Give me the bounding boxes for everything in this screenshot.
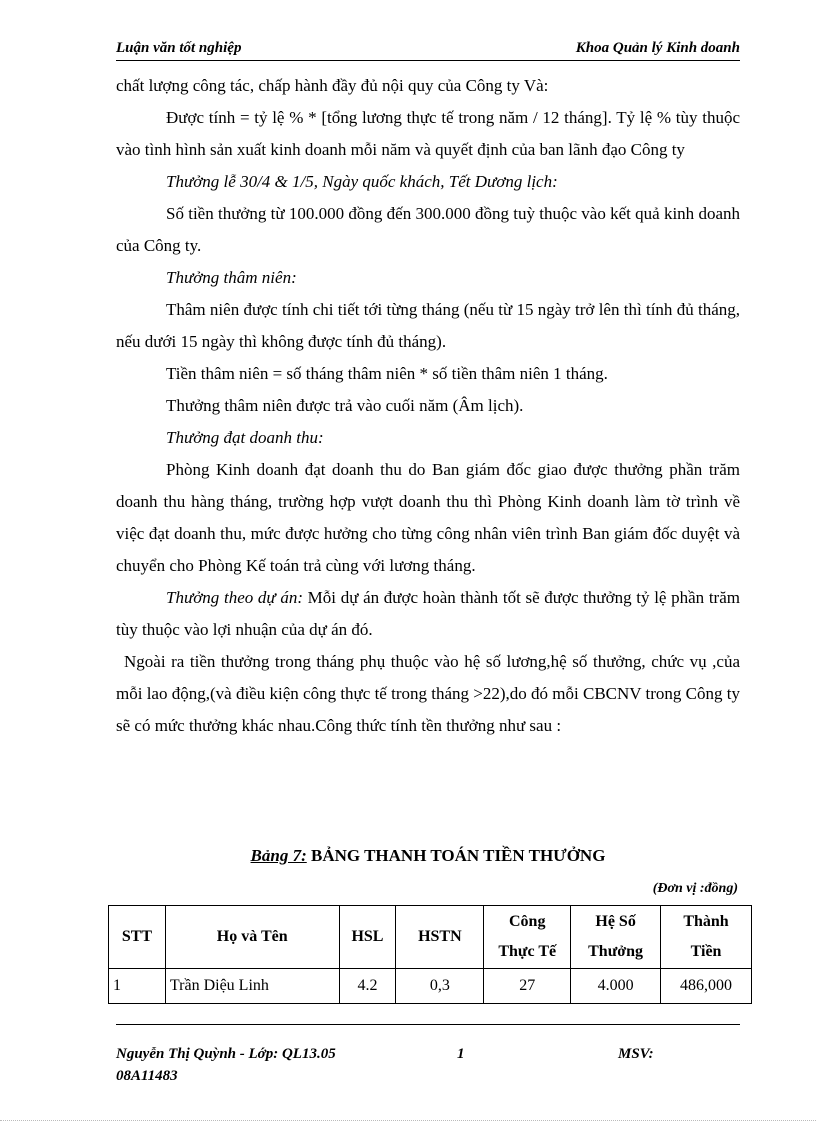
footer-msv-value: 08A11483 bbox=[116, 1068, 178, 1084]
footer-msv-label: MSV: bbox=[618, 1046, 654, 1062]
paragraph-seniority-payment: Thưởng thâm niên được trả vào cuối năm (Âm lịch). bbox=[166, 396, 524, 415]
table-header-row bbox=[109, 906, 752, 969]
heading-seniority-bonus: Thưởng thâm niên: bbox=[166, 268, 297, 287]
bonus-table bbox=[108, 905, 752, 1004]
table-caption bbox=[116, 846, 740, 866]
paragraph-seniority-formula: Tiền thâm niên = số tháng thâm niên * số tiền thâm niên 1 tháng. bbox=[166, 364, 608, 383]
cell-bonus-coef: 4.000 bbox=[571, 969, 661, 1004]
cell-name: Trần Diệu Linh bbox=[165, 969, 339, 1004]
col-header-name: Họ và Tên bbox=[165, 906, 339, 969]
header-faculty: Khoa Quản lý Kinh doanh bbox=[575, 40, 740, 56]
col-header-amount-line1: Thành bbox=[683, 913, 729, 930]
header-thesis-title: Luận văn tốt nghiệp bbox=[116, 40, 242, 56]
project-bonus-text: Mỗi dự án được hoàn thành tốt sẽ được thưởng tỷ lệ phần trăm tùy thuộc vào lợi nhuận của dự án đó. bbox=[116, 588, 740, 639]
col-header-bonus-coef-line1: Hệ Số bbox=[595, 913, 636, 930]
project-bonus-label: Thưởng theo dự án: bbox=[166, 588, 304, 607]
page-header bbox=[116, 38, 740, 61]
page-bottom-border bbox=[0, 1120, 816, 1121]
cell-work-days: 27 bbox=[484, 969, 571, 1004]
paragraph-bonus-formula: Được tính = tỷ lệ % * [tổng lương thực tế trong năm / 12 tháng]. Tỷ lệ % tùy thuộc vào tình hình sản xuất kinh doanh mỗi năm và quyết định của ban lãnh đạo Công ty bbox=[116, 108, 740, 159]
footer-page-number: 1 bbox=[457, 1046, 465, 1062]
paragraph-seniority-calc: Thâm niên được tính chi tiết tới từng tháng (nếu từ 15 ngày trở lên thì tính đủ tháng, nếu dưới 15 ngày thì không được tính đủ tháng). bbox=[116, 300, 740, 351]
paragraph-revenue-bonus: Phòng Kinh doanh đạt doanh thu do Ban giám đốc giao được thưởng phần trăm doanh thu hàng tháng, trường hợp vượt doanh thu thì Phòng Kinh doanh làm tờ trình về việc đạt doanh thu, mức được hưởng cho từng công nhân viên trình Ban giám đốc duyệt và chuyển cho Phòng Kế toán trả cùng với lương tháng. bbox=[116, 460, 740, 575]
table-caption-title: BẢNG THANH TOÁN TIỀN THƯỞNG bbox=[306, 846, 606, 865]
col-header-bonus-coef-line2: Thưởng bbox=[588, 943, 644, 960]
paragraph-holiday-bonus: Số tiền thưởng từ 100.000 đồng đến 300.000 đồng tuỳ thuộc vào kết quả kinh doanh của Công ty. bbox=[116, 204, 740, 255]
footer-author: Nguyễn Thị Quỳnh - Lớp: QL13.05 bbox=[116, 1046, 336, 1062]
col-header-work-days bbox=[484, 906, 571, 969]
col-header-amount-line2: Tiền bbox=[690, 943, 722, 960]
col-header-amount bbox=[661, 906, 752, 969]
col-header-stt: STT bbox=[109, 906, 166, 969]
col-header-hstn: HSTN bbox=[396, 906, 484, 969]
paragraph-project-bonus bbox=[116, 582, 740, 646]
col-header-bonus-coef bbox=[571, 906, 661, 969]
col-header-work-days-line2: Thực Tế bbox=[498, 943, 557, 960]
heading-revenue-bonus: Thưởng đạt doanh thu: bbox=[166, 428, 324, 447]
col-header-hsl: HSL bbox=[339, 906, 396, 969]
cell-hstn: 0,3 bbox=[396, 969, 484, 1004]
cell-stt: 1 bbox=[109, 969, 166, 1004]
main-body bbox=[116, 70, 740, 742]
heading-holiday-bonus: Thưởng lễ 30/4 & 1/5, Ngày quốc khách, Tết Dương lịch: bbox=[166, 172, 558, 191]
unit-note: (Đơn vị :đồng) bbox=[652, 881, 738, 896]
cell-amount: 486,000 bbox=[661, 969, 752, 1004]
table-row bbox=[109, 969, 752, 1004]
paragraph-closing: Ngoài ra tiền thưởng trong tháng phụ thuộc vào hệ số lương,hệ số thưởng, chức vụ ,của mỗi lao động,(và điều kiện công thực tế trong tháng >22),do đó mỗi CBCNV trong Công ty sẽ có mức thưởng khác nhau.Công thức tính tền thưởng như sau : bbox=[116, 652, 740, 735]
cell-hsl: 4.2 bbox=[339, 969, 396, 1004]
col-header-work-days-line1: Công bbox=[509, 913, 546, 930]
paragraph-intro: chất lượng công tác, chấp hành đầy đủ nội quy của Công ty Và: bbox=[116, 76, 549, 95]
table-caption-label: Bảng 7: bbox=[250, 846, 307, 865]
footer-divider bbox=[116, 1024, 740, 1025]
